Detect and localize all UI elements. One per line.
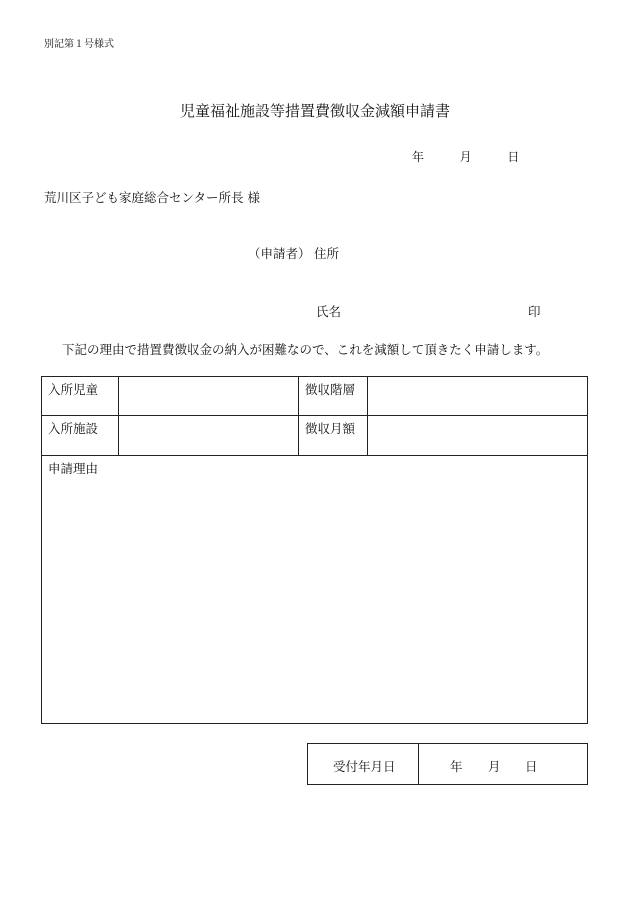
receipt-date-label: 受付年月日 [333, 759, 396, 774]
collection-level-field[interactable] [368, 377, 587, 415]
applicant-label: （申請者） [248, 246, 311, 261]
row-divider [42, 455, 587, 456]
child-label: 入所児童 [48, 382, 99, 397]
column-divider [298, 377, 299, 455]
document-title: 児童福祉施設等措置費徴収金減額申請書 [179, 102, 450, 120]
facility-field[interactable] [119, 416, 298, 455]
addressee: 荒川区子ども家庭総合センター所長 様 [44, 190, 260, 205]
address-label: 住所 [314, 246, 340, 261]
name-label: 氏名 [316, 304, 342, 319]
collection-level-label: 徴収階層 [305, 382, 356, 397]
seal-label: 印 [528, 304, 541, 319]
receipt-month-label: 月 [488, 759, 501, 774]
date-day-label: 日 [507, 150, 520, 164]
reason-label: 申請理由 [48, 461, 99, 476]
child-field[interactable] [119, 377, 298, 415]
date-year-label: 年 [412, 150, 425, 164]
reason-field[interactable] [42, 477, 587, 723]
application-table [41, 376, 588, 724]
application-statement: 下記の理由で措置費徴収金の納入が困難なので、これを減額して頂きたく申請します。 [62, 342, 549, 357]
receipt-year-label: 年 [450, 759, 463, 774]
date-month-label: 月 [459, 150, 472, 164]
application-date [412, 148, 519, 165]
receipt-date-table [307, 743, 588, 785]
form-number: 別記第１号様式 [44, 39, 114, 50]
receipt-day-label: 日 [525, 759, 538, 774]
facility-label: 入所施設 [48, 421, 99, 436]
monthly-amount-label: 徴収月額 [305, 421, 356, 436]
monthly-amount-field[interactable] [368, 416, 587, 455]
column-divider [418, 744, 419, 784]
